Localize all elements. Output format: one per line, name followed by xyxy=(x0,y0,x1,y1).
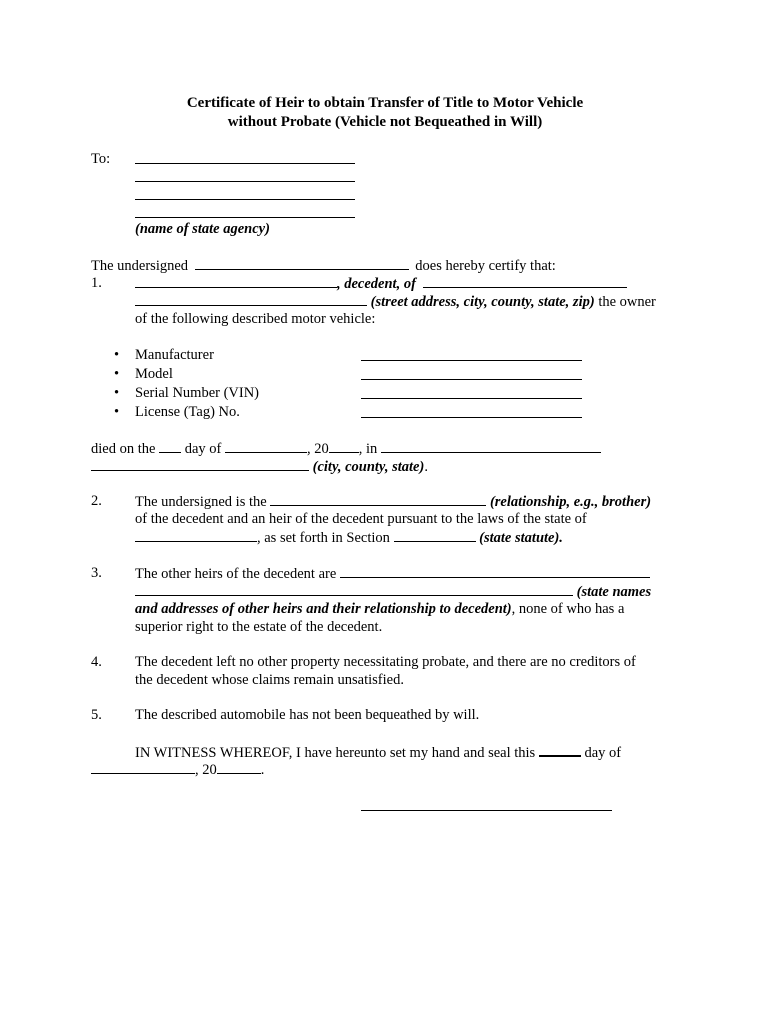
decedent-text: , decedent, of xyxy=(337,276,416,292)
witness-day-blank[interactable] xyxy=(539,742,581,757)
intro-line xyxy=(91,256,556,275)
decedent-name-blank[interactable] xyxy=(135,274,337,288)
item-4-line-1: The decedent left no other property necessitating probate, and there are no creditors of xyxy=(135,654,636,670)
item-2-line-1 xyxy=(135,492,651,511)
is-the-text: The undersigned is the xyxy=(135,494,267,510)
item-3-line-3 xyxy=(135,600,624,618)
other-heirs-blank-1[interactable] xyxy=(340,564,650,578)
state-names-caption: (state names xyxy=(576,584,652,600)
agency-blank-3[interactable] xyxy=(135,199,355,200)
bullet-icon: • xyxy=(114,385,120,401)
license-tag-blank[interactable] xyxy=(361,417,582,418)
witness-text: IN WITNESS WHEREOF, I have hereunto set my hand and seal this xyxy=(135,745,536,761)
twenty-text: , 20 xyxy=(306,441,329,457)
item-2-line-2: of the decedent and an heir of the decedent pursuant to the laws of the state of xyxy=(135,511,587,527)
serial-number-label: Serial Number (VIN) xyxy=(135,385,260,401)
heirs-addresses-caption: and addresses of other heirs and their relationship to decedent) xyxy=(135,601,512,617)
witness-month-blank[interactable] xyxy=(91,760,195,774)
item-3-line-4: superior right to the estate of the decedent. xyxy=(135,619,383,635)
item-5-number: 5. xyxy=(91,707,102,723)
item-1-line-1 xyxy=(135,274,627,293)
none-of-who-text: , none of who has a xyxy=(511,601,625,617)
item-2-line-3 xyxy=(135,528,563,547)
witness-day-of-text: day of xyxy=(580,745,622,761)
other-heirs-blank-2[interactable] xyxy=(135,582,573,596)
relationship-blank[interactable] xyxy=(270,492,486,506)
period-text: . xyxy=(424,459,428,475)
death-location-line xyxy=(91,457,428,476)
serial-number-blank[interactable] xyxy=(361,398,582,399)
agency-caption: (name of state agency) xyxy=(135,221,270,237)
item-3-line-1 xyxy=(135,564,650,583)
day-of-text: day of xyxy=(184,441,222,457)
the-owner-text: the owner xyxy=(594,294,656,310)
intro-certify-text: does hereby certify that: xyxy=(415,258,556,274)
to-label: To: xyxy=(91,151,111,167)
manufacturer-blank[interactable] xyxy=(361,360,582,361)
bullet-icon: • xyxy=(114,404,120,420)
item-1-number: 1. xyxy=(91,275,102,291)
item-3-line-2 xyxy=(135,582,651,601)
bullet-icon: • xyxy=(114,366,120,382)
item-1-line-2 xyxy=(135,292,656,311)
intro-undersigned-text: The undersigned xyxy=(91,258,189,274)
item-1-line-3: of the following described motor vehicle: xyxy=(135,311,376,327)
item-4-number: 4. xyxy=(91,654,102,670)
in-text: , in xyxy=(358,441,378,457)
statute-caption: (state statute). xyxy=(479,530,563,546)
state-blank[interactable] xyxy=(135,528,257,542)
item-4-line-2: the decedent whose claims remain unsatisfied. xyxy=(135,672,404,688)
decedent-of-blank[interactable] xyxy=(423,274,627,288)
death-year-blank[interactable] xyxy=(329,439,359,453)
license-tag-label: License (Tag) No. xyxy=(135,404,240,420)
agency-blank-1[interactable] xyxy=(135,163,355,164)
undersigned-name-blank[interactable] xyxy=(195,256,409,270)
decedent-address-blank[interactable] xyxy=(135,292,367,306)
document-title-line-1: Certificate of Heir to obtain Transfer of Title to Motor Vehicle xyxy=(186,95,584,111)
other-heirs-text: The other heirs of the decedent are xyxy=(135,566,337,582)
relationship-caption: (relationship, e.g., brother) xyxy=(489,494,652,510)
witness-line-1 xyxy=(135,742,621,762)
bullet-icon: • xyxy=(114,347,120,363)
witness-period-text: . xyxy=(260,762,265,778)
model-blank[interactable] xyxy=(361,379,582,380)
death-date-line xyxy=(91,439,601,458)
manufacturer-label: Manufacturer xyxy=(135,347,214,363)
item-2-number: 2. xyxy=(91,493,102,509)
death-location-blank-2[interactable] xyxy=(91,457,309,471)
location-caption: (city, county, state) xyxy=(312,459,425,475)
address-caption: (street address, city, county, state, zip) xyxy=(370,294,595,310)
death-month-blank[interactable] xyxy=(225,439,307,453)
witness-year-blank[interactable] xyxy=(217,760,261,774)
witness-twenty-text: , 20 xyxy=(195,762,217,778)
item-3-number: 3. xyxy=(91,565,102,581)
model-label: Model xyxy=(135,366,173,382)
died-on-the-text: died on the xyxy=(91,441,156,457)
witness-line-2 xyxy=(91,760,264,779)
document-title-line-2: without Probate (Vehicle not Bequeathed in Will) xyxy=(227,114,543,130)
section-blank[interactable] xyxy=(394,528,476,542)
death-location-blank[interactable] xyxy=(381,439,601,453)
set-forth-text: , as set forth in Section xyxy=(257,530,390,546)
agency-blank-4[interactable] xyxy=(135,217,355,218)
agency-blank-2[interactable] xyxy=(135,181,355,182)
death-day-blank[interactable] xyxy=(159,439,181,453)
signature-blank[interactable] xyxy=(361,810,612,811)
item-5-line-1: The described automobile has not been bequeathed by will. xyxy=(135,707,480,723)
